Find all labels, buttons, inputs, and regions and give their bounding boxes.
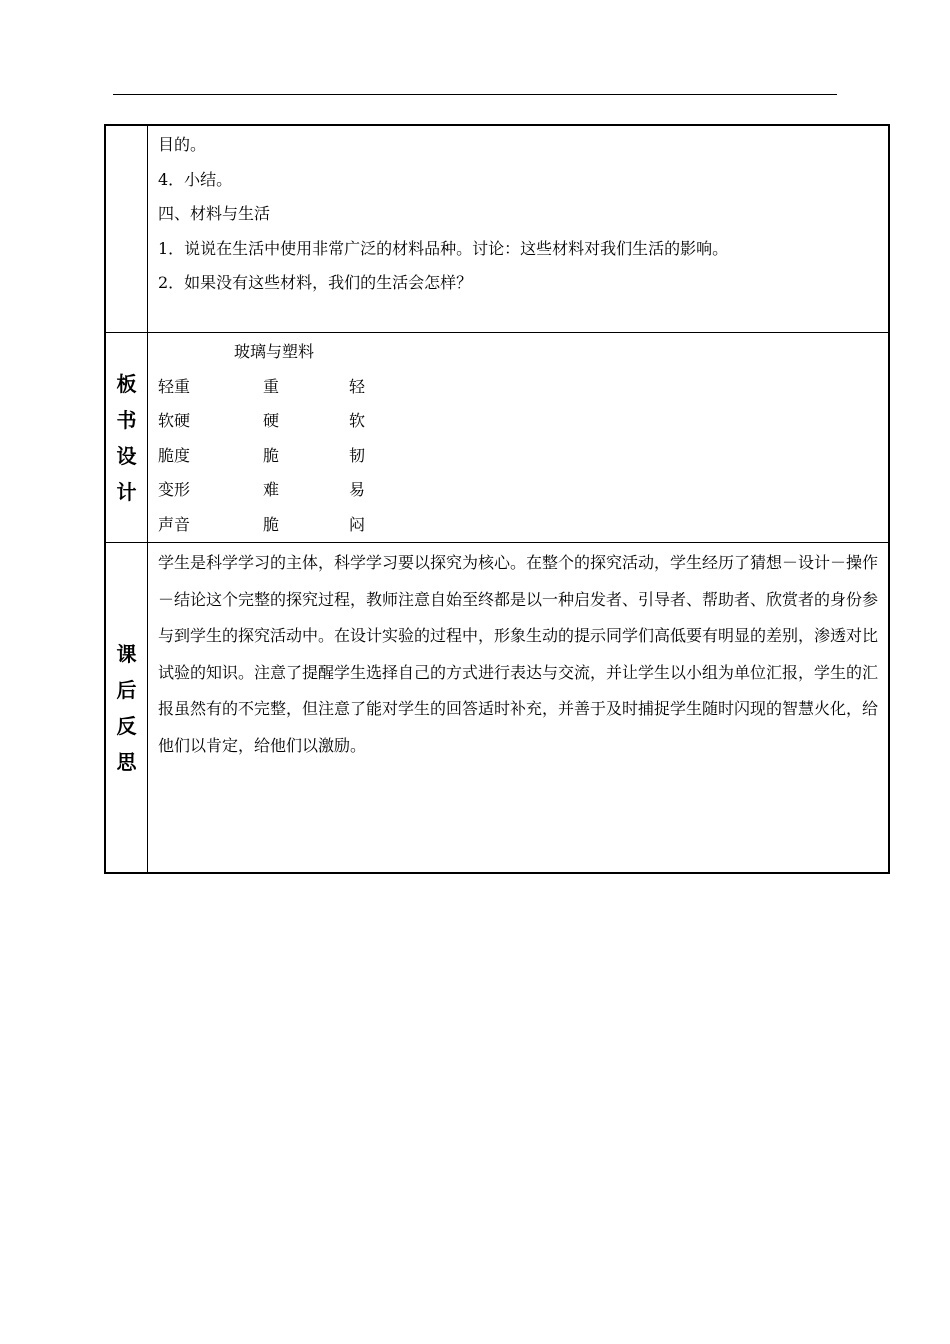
lesson-line: 2．如果没有这些材料，我们的生活会怎样？ [158,273,473,292]
board-design-label-cell [105,333,148,543]
board-property: 声音 [158,514,191,534]
reflection-content [148,543,890,874]
board-plastic-value: 闷 [349,514,366,534]
board-row [158,370,880,405]
reflection-label-cell [105,543,148,874]
lesson-plan-table [104,124,890,874]
board-row [158,473,880,508]
board-plastic-value: 轻 [349,376,366,396]
board-row [158,508,880,543]
board-plastic-value: 易 [349,480,366,499]
board-property: 脆度 [158,445,191,465]
lesson-line: 4．小结。 [158,169,233,189]
board-design-content [148,333,890,543]
reflection-row [105,543,889,874]
board-row [158,439,880,474]
board-plastic-value: 韧 [349,445,366,465]
board-glass-value: 脆 [263,514,280,534]
lesson-process-content [148,125,890,333]
reflection-text: 学生是科学学习的主体，科学学习要以探究为核心。在整个的探究活动，学生经历了猜想－设计－操作－结论这个完整的探究过程，教师注意自始至终都是以一种启发者、引导者、帮助者、欣赏者的身份参与到学生的探究活动中。在设计实验的过程中，形象生动的提示同学们高低要有明显的差别，渗透对比试验的知识。注意了提醒学生选择自己的方式进行表达与交流，并让学生以小组为单位汇报，学生的汇报虽然有的不完整，但注意了能对学生的回答适时补充，并善于及时捕捉学生随时闪现的智慧火化，给他们以肯定，给他们以激励。 [158,553,879,755]
board-glass-value: 脆 [263,445,280,465]
board-design-label: 板书设计 [116,371,137,504]
board-property: 轻重 [158,376,191,396]
board-property: 变形 [158,480,191,499]
reflection-label: 课后反思 [116,641,137,774]
board-plastic-value: 软 [349,411,366,430]
header-rule [113,94,837,95]
lesson-process-label-cell [105,125,148,333]
board-glass-value: 难 [263,480,280,499]
board-glass-value: 硬 [263,411,280,430]
lesson-process-row [105,125,889,333]
board-property: 软硬 [158,411,191,430]
board-row [158,404,880,439]
board-glass-value: 重 [263,376,280,396]
lesson-line: 目的。 [158,135,207,154]
lesson-line: 四、材料与生活 [158,204,271,223]
board-title: 玻璃与塑料 [234,342,315,361]
board-design-row [105,333,889,543]
lesson-line: 1．说说在生活中使用非常广泛的材料品种。讨论：这些材料对我们生活的影响。 [158,238,729,258]
